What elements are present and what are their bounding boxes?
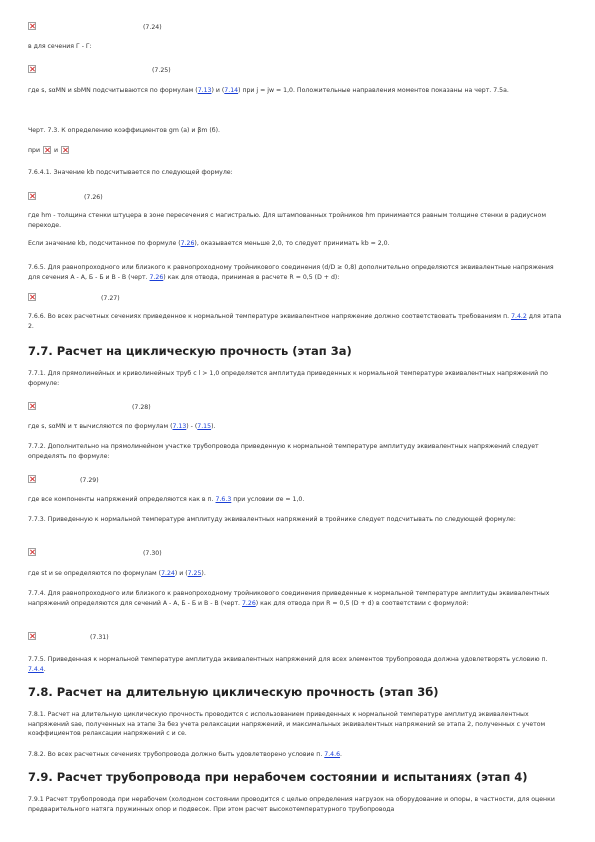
paragraph [28, 146, 566, 156]
text: 7.6.6. Во всех расчетных сечениях приведенное к нормальной температуре эквивалентное напряжение должно соответствовать требованиям п. [28, 313, 512, 320]
paragraph [28, 589, 566, 608]
text: ) и ( [174, 570, 188, 577]
formula-number: (7.31) [90, 634, 109, 641]
broken-image-icon [28, 632, 36, 640]
link-formula-7-15[interactable]: 7.15 [197, 423, 212, 430]
link-section-7-6-3[interactable]: 7.6.3 [215, 496, 232, 503]
text: ) как для отвода, принимая в расчете R = 0,5 (D + d): [163, 273, 340, 281]
formula-number: (7.28) [132, 404, 151, 411]
broken-image-icon [28, 192, 36, 200]
formula-7-26 [28, 192, 228, 206]
paragraph: 7.7.2. Дополнительно на прямолинейном участке трубопровода приведенную к нормальной температуре амплитуду эквивалентных напряжений следует определять по формуле: [28, 443, 539, 460]
paragraph [28, 750, 566, 760]
formula-number: (7.25) [152, 67, 171, 74]
text: где s, sαMN и τ вычисляются по формулам ( [28, 423, 173, 430]
paragraph: 7.8.1. Расчет на длительную циклическую прочность проводится с использованием приведенных к нормальной температуре амплитуд эквивалентных напряжений sae, полученных на этапе 3а без учета релаксации напряжений, и максимальных эквивалентных напряжений se этапа 2, полученных с учетом коэффициентов релаксации напряжений с и се. [28, 711, 546, 738]
text: при условии σe = 1,0. [231, 496, 305, 503]
text: ) при j = jw = 1,0. Положительные направления моментов показаны на черт. 7.5а. [238, 87, 509, 94]
text: 7.8.2. Во всех расчетных сечениях трубопровода должно быть удовлетворено условие п. [28, 751, 325, 758]
paragraph [28, 86, 566, 96]
formula-7-27 [28, 293, 228, 307]
link-section-7-4-4[interactable]: 7.4.4 [28, 665, 44, 673]
text: ), оказывается меньше 2,0, то следует принимать kb = 2,0. [194, 240, 390, 247]
formula-number: (7.26) [84, 194, 103, 201]
paragraph [28, 569, 566, 579]
paragraph [28, 312, 566, 331]
text: для этапа 2. [28, 313, 562, 330]
link-formula-7-25[interactable]: 7.25 [187, 570, 202, 577]
paragraph: где hm - толщина стенки штуцера в зоне пересечения с магистралью. Для штампованных тройников hm принимается равным толщине стенки в радиусном переходе. [28, 212, 547, 229]
formula-7-31 [28, 632, 228, 646]
section-heading: 7.8. Расчет на длительную циклическую прочность (этап 3б) [28, 685, 439, 699]
broken-image-icon [28, 65, 36, 73]
paragraph: 7.7.3. Приведенную к нормальной температуре амплитуду эквивалентных напряжений в тройнике следует подсчитывать по следующей формуле: [28, 516, 516, 523]
paragraph: в для сечения Г - Г: [28, 43, 92, 50]
paragraph [28, 495, 566, 505]
text: при [28, 147, 40, 154]
link-figure-7-26[interactable]: 7.26 [242, 599, 256, 607]
paragraph [28, 422, 566, 432]
formula-7-24 [28, 22, 228, 36]
section-heading: 7.7. Расчет на циклическую прочность (этап 3а) [28, 344, 352, 358]
text: . [43, 665, 46, 673]
text: ) и ( [211, 87, 225, 94]
broken-image-icon [43, 146, 51, 154]
formula-number: (7.27) [101, 295, 120, 302]
paragraph: 7.9.1 Расчет трубопровода при нерабочем (холодном состоянии проводится с целью определения нагрузок на оборудование и опоры, в частности, для оценки предварительного натяга пружинных опор и подвесок. При этом расчет высокотемпературного трубопровода [28, 796, 555, 813]
text: где все компоненты напряжений определяются как в п. [28, 496, 216, 503]
text: 7.6.5. Для равнопроходного или близкого к равнопроходному тройникового соединения (d/D ≥ 0,8) дополнительно определяются эквивалентные напряжения для сечения A - A, Б - Б и В - В (черт. [28, 264, 554, 281]
formula-7-28 [28, 402, 228, 416]
paragraph [28, 239, 566, 249]
broken-image-icon [28, 548, 36, 556]
link-formula-7-14[interactable]: 7.14 [224, 87, 239, 94]
link-section-7-4-2[interactable]: 7.4.2 [511, 313, 527, 320]
paragraph [28, 655, 566, 674]
paragraph: 7.7.1. Для прямолинейных и криволинейных труб с l > 1,0 определяется амплитуда приведенных к нормальной температуре эквивалентных напряжений по формуле: [28, 370, 548, 387]
link-section-7-4-6[interactable]: 7.4.6 [324, 751, 341, 758]
link-formula-7-13[interactable]: 7.13 [172, 423, 187, 430]
link-formula-7-24[interactable]: 7.24 [161, 570, 175, 577]
paragraph [28, 263, 566, 282]
broken-image-icon [28, 402, 36, 410]
text: Если значение kb, подсчитанное по формуле ( [28, 240, 181, 247]
text: где st и se определяются по формулам ( [28, 570, 162, 577]
figure-caption: Черт. 7.3. К определению коэффициентов gm (а) и βm (б). [28, 127, 220, 134]
text: где s, sαMN и sbMN подсчитываются по формулам ( [28, 87, 198, 94]
formula-number: (7.29) [80, 477, 99, 484]
formula-number: (7.24) [143, 24, 162, 31]
text: 7.7.4. Для равнопроходного или близкого к равнопроходному тройникового соединения приведенные к нормальной температуре амплитуды эквивалентных напряжений определяются для сечений A - A, Б - Б и В - В (черт. [28, 590, 550, 607]
paragraph: 7.6.4.1. Значение kb подсчитывается по следующей формуле: [28, 169, 233, 176]
link-figure-7-26[interactable]: 7.26 [149, 273, 164, 281]
formula-7-29 [28, 475, 228, 489]
broken-image-icon [61, 146, 69, 154]
section-heading: 7.9. Расчет трубопровода при нерабочем состоянии и испытаниях (этап 4) [28, 770, 528, 784]
text: ). [201, 570, 206, 577]
link-formula-7-26[interactable]: 7.26 [180, 240, 195, 247]
broken-image-icon [28, 475, 36, 483]
formula-number: (7.30) [143, 550, 162, 557]
broken-image-icon [28, 293, 36, 301]
text: 7.7.5. Приведенная к нормальной температуре амплитуда эквивалентных напряжений для всех элементов трубопровода должна удовлетворять условию п. [28, 656, 548, 663]
text: ). [211, 423, 216, 430]
text: ) - ( [186, 423, 198, 430]
text: и [54, 147, 59, 154]
formula-7-30 [28, 548, 228, 562]
broken-image-icon [28, 22, 36, 30]
text: . [340, 751, 342, 758]
link-formula-7-13[interactable]: 7.13 [197, 87, 212, 94]
formula-7-25 [28, 65, 228, 79]
text: ) как для отвода при R = 0,5 (D + d) в соответствии с формулой: [255, 599, 469, 607]
